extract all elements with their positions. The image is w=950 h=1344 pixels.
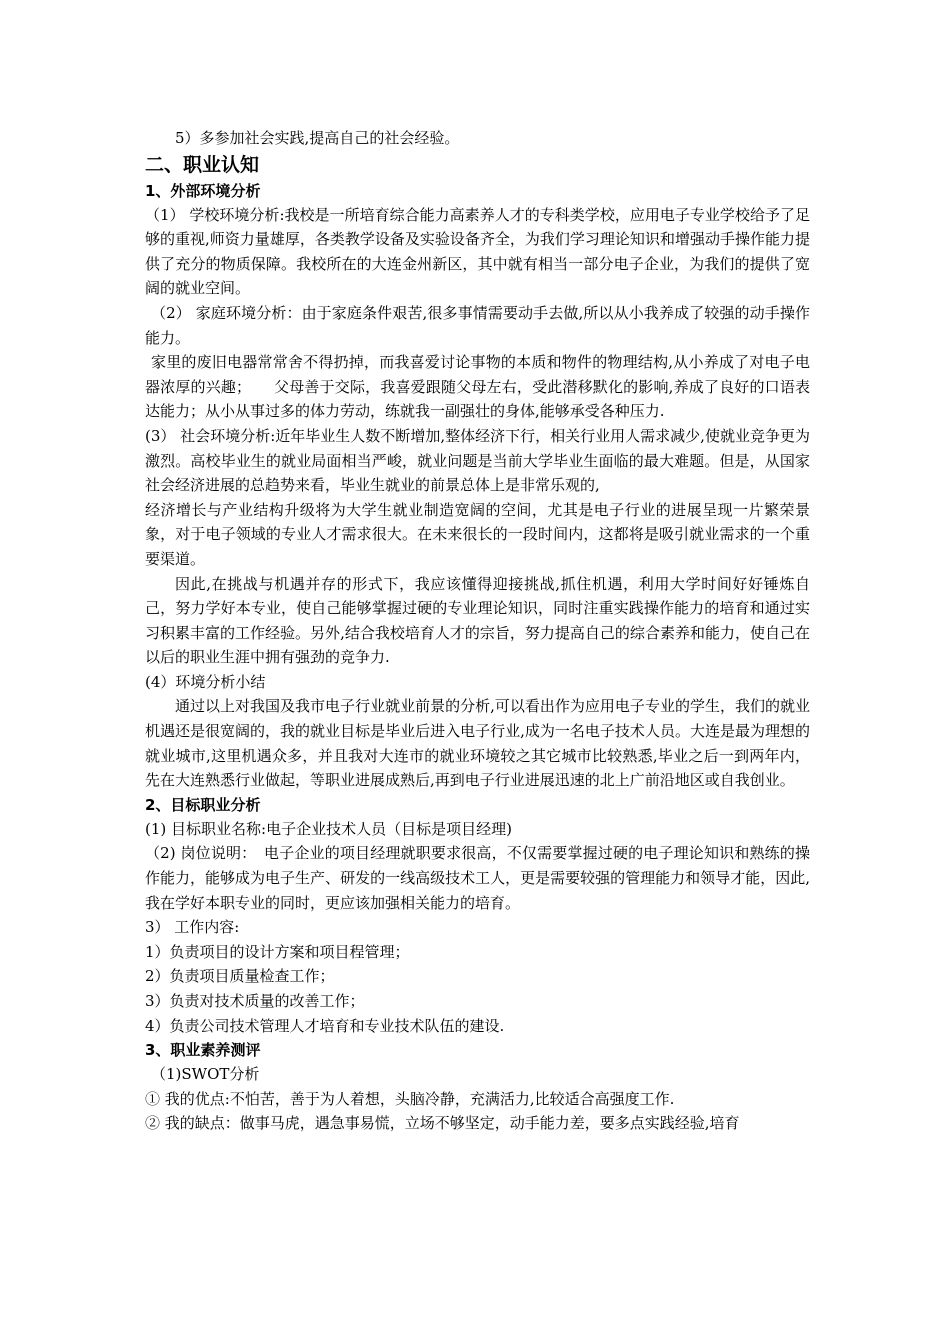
list-item-duty-2: 2）负责项目质量检查工作； <box>145 967 335 986</box>
list-item-duty-1: 1）负责项目的设计方案和项目程管理； <box>145 942 410 961</box>
paragraph-challenges-opportunities: 因此,在挑战与机遇并存的形式下，我应该懂得迎接挑战,抓住机遇，利用大学时间好好锤炼自己，努力学好本专业，使自己能够掌握过硬的专业理论知识，同时注重实践操作能力的培育和通过实习积累丰富的工作经验。另外,结合我校培育人才的宗旨，努力提高自己的综合素养和能力，使自己在以后的职业生涯中拥有强劲的竞争力. <box>145 574 810 667</box>
paragraph-school-environment: （1） 学校环境分析:我校是一所培育综合能力高素养人才的专科类学校，应用电子专业学校给予了足够的重视,师资力量雄厚，各类教学设备及实验设备齐全，为我们学习理论知识和增强动手操作能力提供了充分的物质保障。我校所在的大连金州新区，其中就有相当一部分电子企业，为我们的提供了宽阔的就业空间。 <box>145 205 810 298</box>
paragraph-social-environment: (3） 社会环境分析:近年毕业生人数不断增加,整体经济下行，相关行业用人需求减少,使就业竞争更为激烈。高校毕业生的就业局面相当严峻，就业问题是当前大学毕业生面临的最大难题。但是，从国家社会经济进展的总趋势来看，毕业生就业的前景总体上是非常乐观的, <box>145 426 810 495</box>
paragraph-environment-summary-title: (4）环境分析小结 <box>145 672 266 691</box>
document-body <box>145 126 810 1136</box>
paragraph-social-practice: 5）多参加社会实践,提高自己的社会经验。 <box>175 129 460 147</box>
paragraph-strengths: ① 我的优点:不怕苦，善于为人着想，头脑冷静，充满活力,比较适合高强度工作. <box>145 1089 675 1108</box>
list-item-duty-4: 4）负责公司技术管理人才培育和专业技术队伍的建设. <box>145 1016 505 1035</box>
heading-career-cognition: 二、职业认知 <box>145 153 260 176</box>
heading-career-assessment: 3、职业素养测评 <box>145 1041 261 1060</box>
paragraph-weaknesses: ② 我的缺点：做事马虎，遇急事易慌，立场不够坚定，动手能力差，要多点实践经验,培育 <box>145 1114 740 1133</box>
paragraph-environment-summary: 通过以上对我国及我市电子行业就业前景的分析,可以看出作为应用电子专业的学生，我们的就业机遇还是很宽阔的，我的就业目标是毕业后进入电子行业,成为一名电子技术人员。大连是最为理想的就业城市,这里机遇众多，并且我对大连市的就业环境较之其它城市比较熟悉,毕业之后一到两年内，先在大连熟悉行业做起，等职业进展成熟后,再到电子行业进展迅速的北上广前沿地区或自我创业。 <box>145 697 810 790</box>
paragraph-target-career-name: (1) 目标职业名称:电子企业技术人员（目标是项目经理) <box>145 819 512 838</box>
paragraph-job-description: （2) 岗位说明： 电子企业的项目经理就职要求很高，不仅需要掌握过硬的电子理论知识和熟练的操作能力，能够成为电子生产、研发的一线高级技术工人，更是需要较强的管理能力和领导才能，因此,我在学好本职专业的同时，更应该加强相关能力的培育。 <box>145 844 810 912</box>
paragraph-family-details: 家里的废旧电器常常舍不得扔掉，而我喜爱讨论事物的本质和物件的物理结构,从小养成了对电子电器浓厚的兴趣； 父母善于交际，我喜爱跟随父母左右，受此潜移默化的影响,养成了良好的口语表达能力；从小从事过多的体力劳动，练就我一副强壮的身体,能够承受各种压力. <box>145 353 810 421</box>
paragraph-family-environment: （2） 家庭环境分析：由于家庭条件艰苦,很多事情需要动手去做,所以从小我养成了较强的动手操作能力。 <box>145 303 810 347</box>
heading-external-environment: 1、外部环境分析 <box>145 181 261 200</box>
heading-target-career: 2、目标职业分析 <box>145 795 261 814</box>
paragraph-swot-title: （1)SWOT分析 <box>151 1065 260 1084</box>
paragraph-economic-growth: 经济增长与产业结构升级将为大学生就业制造宽阔的空间，尤其是电子行业的进展呈现一片繁荣景象，对于电子领域的专业人才需求很大。在未来很长的一段时间内，这都将是吸引就业需求的一个重要渠道。 <box>145 500 810 568</box>
paragraph-work-content-title: 3） 工作内容: <box>145 918 240 937</box>
list-item-duty-3: 3）负责对技术质量的改善工作； <box>145 992 365 1010</box>
